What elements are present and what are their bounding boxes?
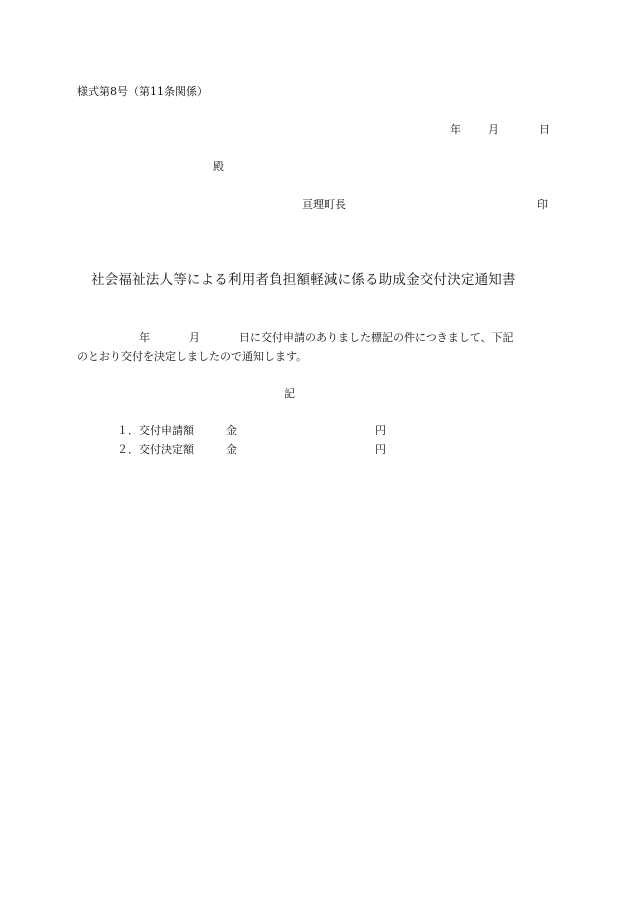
item-kin: 金: [226, 424, 237, 437]
form-number: 様式第8号（第11条関係）: [77, 85, 208, 98]
item-number: １．: [117, 424, 139, 437]
body-line-2: のとおり交付を決定しましたので通知します。: [77, 350, 308, 363]
document-title: 社会福祉法人等による利用者負担額軽減に係る助成金交付決定通知書: [91, 272, 516, 288]
addressee-suffix: 殿: [213, 160, 224, 173]
issuer-name: 亘理町長: [302, 198, 346, 211]
body-line-1: 日に交付申請のありました標記の件につきまして、下記: [239, 331, 514, 344]
item-label: 交付申請額: [139, 424, 194, 437]
body-month-label: 月: [189, 331, 200, 344]
item-kin: 金: [226, 443, 237, 456]
ki-heading: 記: [284, 387, 295, 400]
body-year-label: 年: [139, 331, 150, 344]
item-label: 交付決定額: [139, 443, 194, 456]
item-yen: 円: [375, 443, 386, 456]
date-year-label: 年: [450, 123, 461, 136]
seal-mark: 印: [537, 198, 548, 211]
item-number: ２．: [117, 443, 139, 456]
item-yen: 円: [375, 424, 386, 437]
date-day-label: 日: [539, 123, 550, 136]
date-month-label: 月: [488, 123, 499, 136]
